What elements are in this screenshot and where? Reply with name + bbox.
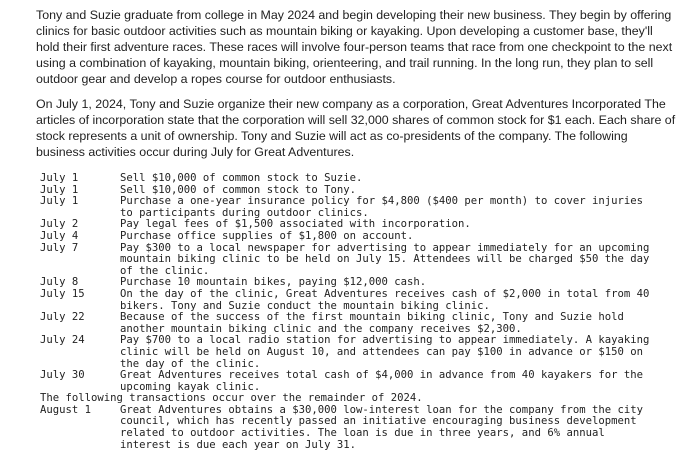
page-cut-edge [0, 462, 700, 466]
transaction-date: July 1 [40, 183, 79, 196]
description-line: bikers. Tony and Suzie conduct the mountain biking clinic. [120, 299, 490, 312]
description-line: clinic will be held on August 10, and attendees can pay $100 in advance or $150 on [120, 345, 643, 358]
transaction-date: July 15 [40, 287, 85, 300]
intro-paragraph-1: Tony and Suzie graduate from college in May 2024 and begin developing their new business. They begin by offering clinics for basic outdoor activities such as mountain biking or kayaking. Upon developing a customer base, they'll hold their first adventure races. These races will involve four-person teams that race from one checkpoint to the next using a combination of kayaking, mountain biking, orienteering, and trail running. In the long run, they plan to sell outdoor gear and develop a ropes course for outdoor enthusiasts. [36, 8, 673, 86]
transaction-row [40, 289, 690, 312]
description-line: Great Adventures receives total cash of $4,000 in advance from 40 kayakers for the [120, 369, 643, 382]
transaction-row [40, 231, 690, 243]
description-line: to participants during outdoor clinics. [120, 206, 369, 219]
transaction-date: July 1 [40, 195, 79, 208]
transaction-description [120, 289, 690, 312]
description-line: another mountain biking clinic and the company receives $2,300. [120, 322, 522, 335]
transaction-date: August 1 [40, 403, 92, 416]
transaction-date: July 4 [40, 229, 79, 242]
transaction-description [120, 405, 690, 451]
description-line: Purchase 10 mountain bikes, paying $12,000 cash. [120, 276, 427, 289]
description-line: interest is due each year on July 31. [120, 438, 356, 451]
transaction-description [120, 231, 690, 243]
transaction-row [40, 173, 690, 185]
description-line: Purchase a one-year insurance policy for $4,800 ($400 per month) to cover injuries [120, 195, 643, 208]
description-line: Pay legal fees of $1,500 associated with incorporation. [120, 218, 471, 231]
description-line: Pay $300 to a local newspaper for advertising to appear immediately for an upcoming [120, 241, 650, 254]
transaction-description [120, 370, 690, 393]
description-line: On the day of the clinic, Great Adventures receives cash of $2,000 in total from 40 [120, 287, 650, 300]
description-line: related to outdoor activities. The loan is due in three years, and 6% annual [120, 427, 605, 440]
transaction-row [40, 312, 690, 335]
description-line: mountain biking clinic to be held on July 15. Attendees will be charged $50 the day [120, 253, 650, 266]
transaction-description [120, 243, 690, 278]
intro-paragraph-2: On July 1, 2024, Tony and Suzie organize their new company as a corporation, Great Adventures Incorporated The articles of incorporation state that the corporation will sell 32,000 shares of common stock for $1 each. Each share of stock represents a unit of ownership. Tony and Suzie will act as co-presidents of the company. The following business activities occur during July for Great Adventures. [36, 97, 676, 159]
transaction-list [40, 173, 690, 451]
transaction-row [40, 243, 690, 278]
transaction-description [120, 335, 690, 370]
description-line: Purchase office supplies of $1,800 on account. [120, 229, 414, 242]
transaction-description [120, 196, 690, 219]
transaction-date: July 1 [40, 172, 79, 184]
transaction-description [120, 173, 690, 185]
transaction-date: July 8 [40, 276, 79, 289]
description-line: Pay $700 to a local radio station for advertising to appear immediately. A kayaking [120, 334, 650, 347]
transaction-row [40, 405, 690, 451]
description-line: upcoming kayak clinic. [120, 380, 261, 393]
description-line: of the clinic. [120, 264, 210, 277]
transaction-description [120, 312, 690, 335]
transaction-row [40, 335, 690, 370]
description-line: Because of the success of the first mountain biking clinic, Tony and Suzie hold [120, 311, 624, 324]
transaction-date: July 7 [40, 241, 79, 254]
transaction-date: July 30 [40, 369, 85, 382]
remainder-heading: The following transactions occur over the remainder of 2024. [40, 392, 423, 405]
description-line: council, which has recently passed an initiative encouraging business development [120, 415, 637, 428]
remainder-transactions [40, 405, 690, 451]
transaction-date: July 24 [40, 334, 85, 347]
description-line: Sell $10,000 of common stock to Suzie. [120, 172, 363, 184]
description-line: the day of the clinic. [120, 357, 261, 370]
transaction-row [40, 196, 690, 219]
transaction-date: July 2 [40, 218, 79, 231]
description-line: Sell $10,000 of common stock to Tony. [120, 183, 356, 196]
july-transactions [40, 173, 690, 393]
transaction-row [40, 370, 690, 393]
transaction-date: July 22 [40, 311, 85, 324]
description-line: Great Adventures obtains a $30,000 low-interest loan for the company from the city [120, 403, 643, 416]
